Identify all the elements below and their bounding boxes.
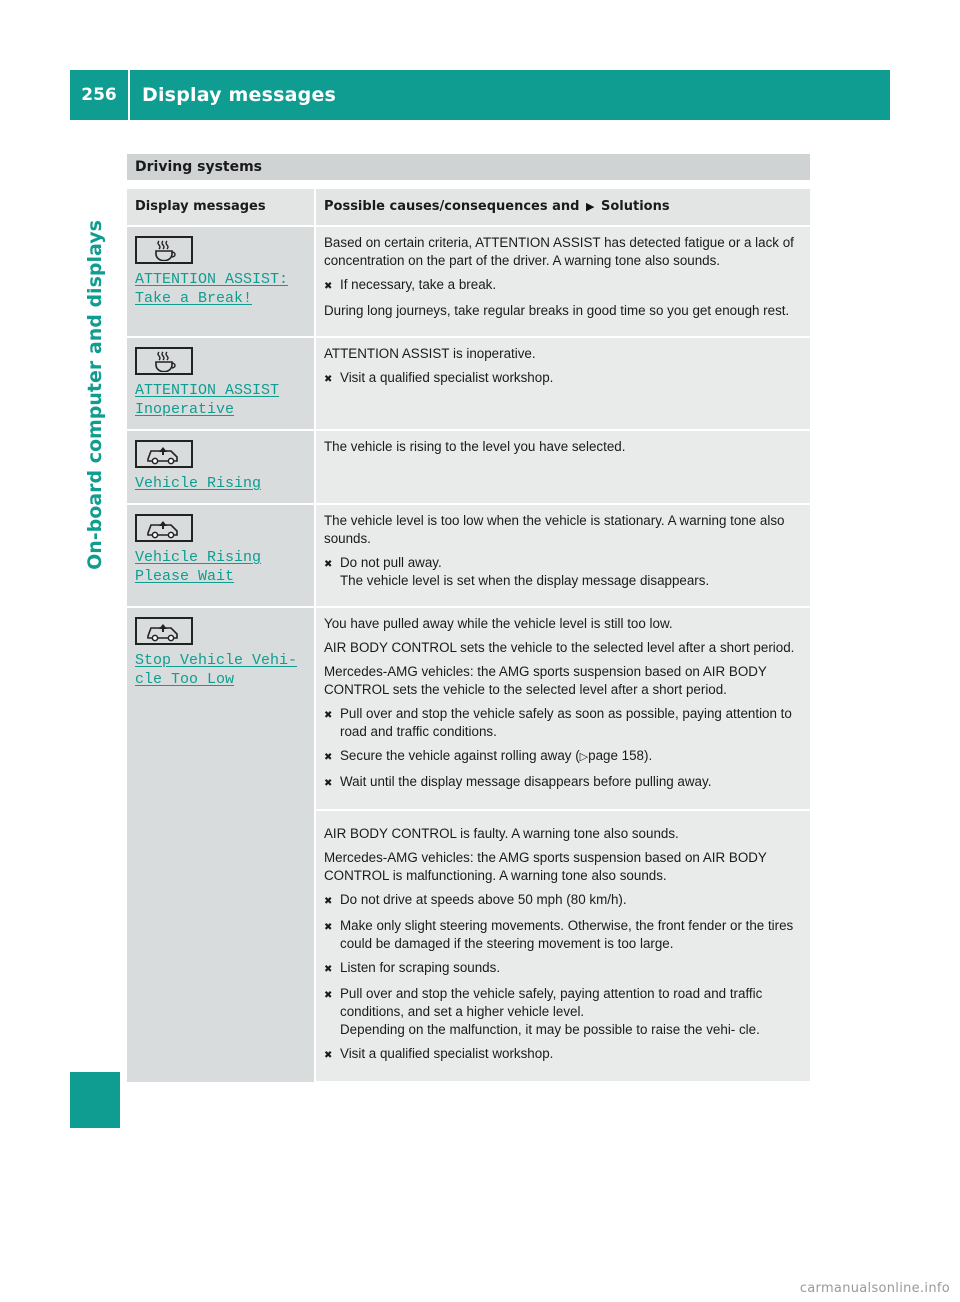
col-header-display-messages: Display messages bbox=[127, 189, 315, 226]
display-cell bbox=[127, 607, 315, 1082]
side-tab-label: On-board computer and displays bbox=[84, 220, 107, 570]
cause-text: The vehicle is rising to the level you have selected. bbox=[324, 439, 626, 454]
cause-text: Based on certain criteria, ATTENTION ASSIST has detected fatigue or a lack of concentration on the part of the driver. A warning tone also sounds. bbox=[324, 235, 794, 268]
solution-arrow-icon: ▶ bbox=[586, 200, 595, 213]
solution-step: ✖ Do not drive at speeds above 50 mph (80 km/h). bbox=[324, 891, 802, 911]
solution-step: ✖ Wait until the display message disappears before pulling away. bbox=[324, 773, 802, 793]
col-header-causes bbox=[315, 189, 810, 226]
display-cell bbox=[127, 337, 315, 430]
footer-watermark: carmanualsonline.info bbox=[799, 1281, 950, 1296]
cause-text: AIR BODY CONTROL is faulty. A warning tone also sounds. bbox=[324, 826, 679, 841]
cause-cell bbox=[315, 226, 810, 337]
cause-cell bbox=[315, 337, 810, 430]
step-arrow-icon: ✖ bbox=[324, 559, 333, 570]
display-cell bbox=[127, 226, 315, 337]
solution-step: ✖ Make only slight steering movements. Otherwise, the front fender or the tires could be damaged if the steering movement is too large. bbox=[324, 918, 794, 951]
solution-step: ✖ Visit a qualified specialist workshop. bbox=[324, 369, 802, 389]
solution-step: ✖ Do not pull away. The vehicle level is set when the display message disappears. bbox=[324, 555, 710, 588]
step-arrow-icon: ✖ bbox=[324, 374, 333, 385]
table-row bbox=[127, 226, 810, 337]
header-bar bbox=[70, 70, 890, 120]
solution-step: ✖ Listen for scraping sounds. bbox=[324, 959, 802, 979]
table-row bbox=[127, 430, 810, 504]
solution-step: ✖ Pull over and stop the vehicle safely, paying attention to road and traffic conditions, and set a higher vehicle level. Depending on the malfunction, it may be possible to raise the vehi‐ cle. bbox=[324, 986, 763, 1037]
step-arrow-icon: ✖ bbox=[324, 896, 333, 907]
page-number: 256 bbox=[81, 85, 117, 105]
display-cell bbox=[127, 430, 315, 504]
page-title: Display messages bbox=[142, 84, 337, 106]
display-cell bbox=[127, 504, 315, 607]
cause-text: The vehicle level is too low when the vehicle is stationary. A warning tone also sounds. bbox=[324, 513, 785, 546]
note-text: During long journeys, take regular breaks in good time so you get enough rest. bbox=[324, 303, 790, 318]
cause-text: You have pulled away while the vehicle level is still too low. bbox=[324, 616, 673, 631]
cause-text: Mercedes-AMG vehicles: the AMG sports suspension based on AIR BODY CONTROL is malfunctioning. A warning tone also sounds. bbox=[324, 850, 767, 883]
solution-step: ✖ If necessary, take a break. bbox=[324, 276, 802, 296]
cause-text: Mercedes-AMG vehicles: the AMG sports suspension based on AIR BODY CONTROL sets the vehicle to the selected level after a short period. bbox=[324, 664, 767, 697]
step-arrow-icon: ✖ bbox=[324, 922, 333, 933]
display-message-text: Vehicle Rising Please Wait bbox=[135, 549, 262, 585]
cause-text: AIR BODY CONTROL sets the vehicle to the selected level after a short period. bbox=[324, 640, 795, 655]
step-arrow-icon: ✖ bbox=[324, 964, 333, 975]
display-message-text: Stop Vehicle Vehi‐ cle Too Low bbox=[135, 652, 298, 688]
cause-cell bbox=[315, 810, 810, 1082]
col-header-causes-text: Possible causes/consequences and bbox=[324, 199, 580, 214]
vehicle-level-icon bbox=[135, 617, 193, 645]
page-reference-link[interactable]: page 158). bbox=[588, 748, 653, 763]
cause-cell bbox=[315, 607, 810, 810]
section-title: Driving systems bbox=[127, 154, 810, 180]
step-arrow-icon: ✖ bbox=[324, 990, 333, 1001]
solution-step: ✖ Secure the vehicle against rolling away (▷page 158). bbox=[324, 747, 802, 767]
cause-text: ATTENTION ASSIST is inoperative. bbox=[324, 346, 536, 361]
col-header-solutions-text: Solutions bbox=[601, 199, 670, 214]
solution-step: ✖ Pull over and stop the vehicle safely as soon as possible, paying attention to road and traffic conditions. bbox=[324, 706, 792, 739]
step-arrow-icon: ✖ bbox=[324, 1050, 333, 1061]
cause-cell bbox=[315, 504, 810, 607]
side-marker-block bbox=[70, 1072, 120, 1128]
table-header-row bbox=[127, 189, 810, 226]
vehicle-level-icon bbox=[135, 440, 193, 468]
display-messages-table bbox=[127, 189, 810, 1083]
display-message-text: Vehicle Rising bbox=[135, 475, 262, 492]
step-arrow-icon: ✖ bbox=[324, 752, 333, 763]
page-ref-arrow-icon: ▷ bbox=[579, 751, 589, 763]
coffee-cup-icon bbox=[135, 347, 193, 375]
vehicle-level-icon bbox=[135, 514, 193, 542]
solution-step: ✖ Visit a qualified specialist workshop. bbox=[324, 1045, 802, 1065]
cause-cell bbox=[315, 430, 810, 504]
display-message-text: ATTENTION ASSIST: Take a Break! bbox=[135, 271, 289, 307]
step-arrow-icon: ✖ bbox=[324, 281, 333, 292]
step-arrow-icon: ✖ bbox=[324, 710, 333, 721]
table-row bbox=[127, 504, 810, 607]
table-row bbox=[127, 607, 810, 810]
side-tab bbox=[70, 192, 120, 598]
display-message-text: ATTENTION ASSIST Inoperative bbox=[135, 382, 280, 418]
coffee-cup-icon bbox=[135, 236, 193, 264]
table-row bbox=[127, 337, 810, 430]
step-arrow-icon: ✖ bbox=[324, 778, 333, 789]
